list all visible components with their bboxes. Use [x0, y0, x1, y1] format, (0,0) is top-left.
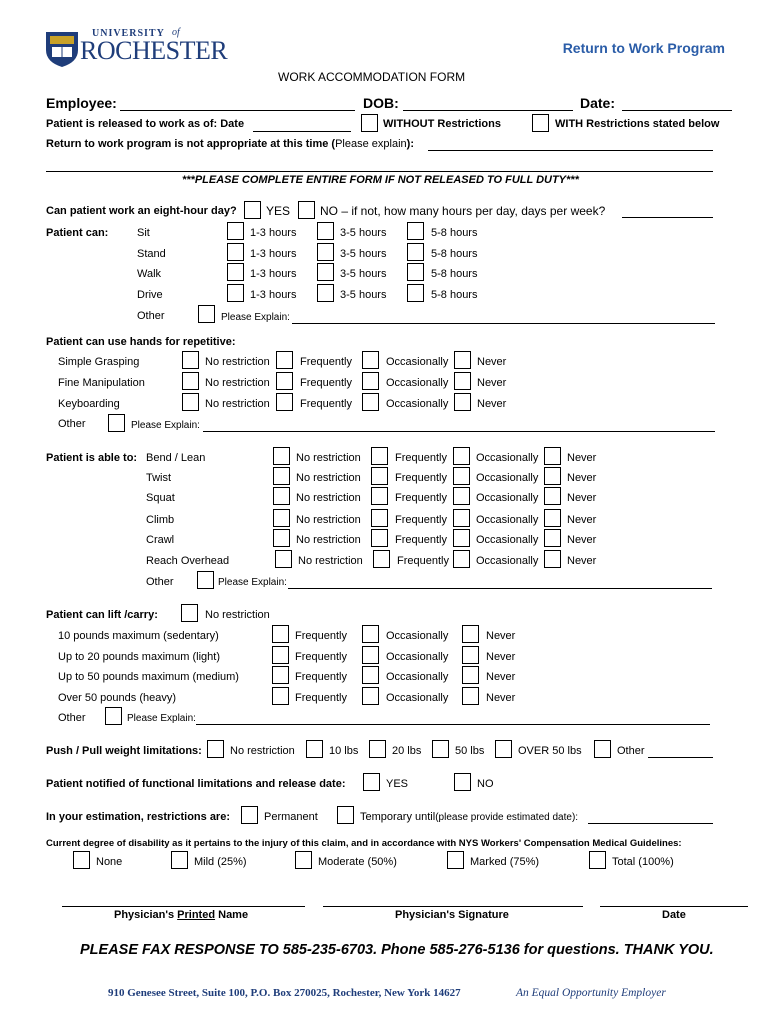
push-10lbs-label: 10 lbs: [329, 745, 359, 757]
option-label: Frequently: [300, 356, 352, 368]
option-label: 5-8 hours: [431, 268, 478, 280]
please-explain-label: Please Explain:: [127, 713, 196, 724]
disability-total-checkbox[interactable]: [589, 851, 606, 869]
no-restriction-checkbox[interactable]: [275, 550, 292, 568]
logo-of-text: of: [172, 27, 180, 38]
lift-weight-name: Up to 50 pounds maximum (medium): [58, 671, 239, 683]
push-over50-checkbox[interactable]: [495, 740, 512, 758]
option-label: Frequently: [300, 398, 352, 410]
not-appropriate-explain: Please explain: [335, 138, 407, 150]
option-label: Never: [567, 452, 597, 464]
lift-no-restriction-label: No restriction: [205, 609, 270, 621]
option-label: Never: [567, 492, 597, 504]
lift-weight-name: 10 pounds maximum (sedentary): [58, 630, 219, 642]
never-checkbox[interactable]: [462, 646, 479, 664]
permanent-checkbox[interactable]: [241, 806, 258, 824]
walk-1-3-checkbox[interactable]: [227, 263, 244, 281]
disability-none-label: None: [96, 856, 123, 868]
activity-name: Stand: [137, 248, 166, 260]
lift-other-label: Other: [58, 712, 86, 724]
option-label: Never: [567, 514, 597, 526]
lift-explain-field[interactable]: [196, 724, 710, 725]
frequently-checkbox[interactable]: [272, 666, 289, 684]
lift-no-restriction-checkbox[interactable]: [181, 604, 198, 622]
physician-name-printed: Printed: [177, 909, 216, 921]
option-label: No restriction: [296, 472, 361, 484]
option-label: Never: [567, 472, 597, 484]
push-20lbs-label: 20 lbs: [392, 745, 422, 757]
permanent-label: Permanent: [264, 811, 318, 823]
date-label: Date:: [580, 95, 616, 111]
option-label: Frequently: [395, 472, 447, 484]
occasionally-checkbox[interactable]: [453, 447, 470, 465]
hand-activity-name: Fine Manipulation: [58, 377, 145, 389]
option-label: Never: [567, 534, 597, 546]
walk-5-8-checkbox[interactable]: [407, 263, 424, 281]
physician-name-label: [114, 909, 248, 921]
eight-hour-no-label: NO – if not, how many hours per day, days per week?: [320, 204, 606, 218]
disability-none-checkbox[interactable]: [73, 851, 90, 869]
please-explain-label: Please Explain:: [221, 312, 290, 323]
disability-mild-checkbox[interactable]: [171, 851, 188, 869]
disability-marked-label: Marked (75%): [470, 856, 540, 868]
occasionally-checkbox[interactable]: [453, 529, 470, 547]
frequently-checkbox[interactable]: [371, 447, 388, 465]
option-label: 1-3 hours: [250, 268, 297, 280]
option-label: 5-8 hours: [431, 227, 478, 239]
eight-hour-yes-label: YES: [266, 204, 291, 218]
occasionally-checkbox[interactable]: [362, 687, 379, 705]
no-restriction-checkbox[interactable]: [182, 372, 199, 390]
option-label: Never: [486, 630, 516, 642]
temporary-checkbox[interactable]: [337, 806, 354, 824]
push-pull-label: Push / Pull weight limitations:: [46, 745, 202, 757]
temporary-text: Temporary until: [360, 811, 436, 823]
without-restrictions-label: WITHOUT Restrictions: [383, 118, 501, 130]
option-label: Occasionally: [386, 692, 449, 704]
never-checkbox[interactable]: [544, 509, 561, 527]
option-label: No restriction: [296, 514, 361, 526]
option-label: No restriction: [298, 555, 363, 567]
frequently-checkbox[interactable]: [276, 393, 293, 411]
temporary-label: [360, 811, 578, 823]
no-restriction-checkbox[interactable]: [182, 393, 199, 411]
able-label: Patient is able to:: [46, 452, 138, 464]
disability-moderate-label: Moderate (50%): [318, 856, 397, 868]
push-20lbs-checkbox[interactable]: [369, 740, 386, 758]
hands-other-label: Other: [58, 418, 86, 430]
released-label: Patient is released to work as of: Date: [46, 118, 245, 130]
never-checkbox[interactable]: [462, 625, 479, 643]
with-restrictions-checkbox[interactable]: [532, 114, 549, 132]
push-other-field[interactable]: [648, 757, 713, 758]
no-restriction-checkbox[interactable]: [273, 529, 290, 547]
option-label: 1-3 hours: [250, 289, 297, 301]
push-50lbs-label: 50 lbs: [455, 745, 485, 757]
disability-total-label: Total (100%): [612, 856, 674, 868]
physician-name-field[interactable]: [62, 906, 305, 907]
temporary-date-field[interactable]: [588, 823, 713, 824]
occasionally-checkbox[interactable]: [453, 487, 470, 505]
never-checkbox[interactable]: [544, 550, 561, 568]
dob-label: DOB:: [363, 95, 399, 111]
frequently-checkbox[interactable]: [373, 550, 390, 568]
eight-hour-question: Can patient work an eight-hour day?: [46, 205, 237, 217]
walk-3-5-checkbox[interactable]: [317, 263, 334, 281]
occasionally-checkbox[interactable]: [453, 509, 470, 527]
footer-address: 910 Genesee Street, Suite 100, P.O. Box 270025, Rochester, New York 14627: [108, 987, 461, 999]
notified-no-checkbox[interactable]: [454, 773, 471, 791]
please-explain-label: Please Explain:: [218, 577, 287, 588]
never-checkbox[interactable]: [544, 447, 561, 465]
frequently-checkbox[interactable]: [276, 372, 293, 390]
activity-name: Drive: [137, 289, 163, 301]
released-date-field[interactable]: [253, 131, 351, 132]
notified-yes-checkbox[interactable]: [363, 773, 380, 791]
employee-label: Employee:: [46, 95, 117, 111]
notified-no-label: NO: [477, 778, 494, 790]
option-label: Frequently: [395, 452, 447, 464]
not-appropriate-text: Return to work program is not appropriate at this time (: [46, 138, 336, 150]
never-checkbox[interactable]: [544, 467, 561, 485]
option-label: Frequently: [295, 651, 347, 663]
push-no-restriction-checkbox[interactable]: [207, 740, 224, 758]
able-other-checkbox[interactable]: [197, 571, 214, 589]
able-explain-field[interactable]: [288, 588, 712, 589]
never-checkbox[interactable]: [462, 666, 479, 684]
signature-date-field[interactable]: [600, 906, 748, 907]
option-label: Frequently: [295, 630, 347, 642]
physician-name-post: Name: [215, 909, 249, 921]
hand-activity-name: Keyboarding: [58, 398, 120, 410]
not-appropriate-field-line2[interactable]: [46, 171, 713, 172]
option-label: 3-5 hours: [340, 248, 387, 260]
disability-marked-checkbox[interactable]: [447, 851, 464, 869]
occasionally-checkbox[interactable]: [362, 666, 379, 684]
option-label: No restriction: [296, 492, 361, 504]
option-label: Occasionally: [476, 452, 539, 464]
able-activity-name: Twist: [146, 472, 172, 484]
never-checkbox[interactable]: [544, 487, 561, 505]
date-signature-label: Date: [662, 909, 686, 921]
option-label: Frequently: [397, 555, 449, 567]
date-field[interactable]: [622, 110, 732, 111]
option-label: Occasionally: [386, 377, 449, 389]
patient-can-explain-field[interactable]: [292, 323, 715, 324]
option-label: Frequently: [395, 492, 447, 504]
option-label: Frequently: [295, 692, 347, 704]
option-label: Occasionally: [386, 398, 449, 410]
no-restriction-checkbox[interactable]: [273, 447, 290, 465]
option-label: No restriction: [296, 534, 361, 546]
frequently-checkbox[interactable]: [371, 467, 388, 485]
physician-signature-label: Physician's Signature: [395, 909, 509, 921]
push-10lbs-checkbox[interactable]: [306, 740, 323, 758]
option-label: 3-5 hours: [340, 289, 387, 301]
lift-weight-name: Up to 20 pounds maximum (light): [58, 651, 221, 663]
disability-moderate-checkbox[interactable]: [295, 851, 312, 869]
able-activity-name: Reach Overhead: [146, 555, 230, 567]
option-label: Never: [486, 671, 516, 683]
hand-activity-name: Simple Grasping: [58, 356, 140, 368]
hands-label: Patient can use hands for repetitive:: [46, 336, 236, 348]
able-activity-name: Squat: [146, 492, 175, 504]
option-label: No restriction: [205, 356, 270, 368]
option-label: Occasionally: [476, 534, 539, 546]
not-appropriate-field[interactable]: [428, 150, 713, 151]
notice-text: ***PLEASE COMPLETE ENTIRE FORM IF NOT RELEASED TO FULL DUTY***: [182, 174, 579, 186]
sit-3-5-checkbox[interactable]: [317, 222, 334, 240]
frequently-checkbox[interactable]: [371, 509, 388, 527]
logo-university-text: UNIVERSITY: [92, 28, 165, 39]
lift-label: Patient can lift /carry:: [46, 609, 158, 621]
occasionally-checkbox[interactable]: [362, 351, 379, 369]
no-restriction-checkbox[interactable]: [273, 487, 290, 505]
without-restrictions-checkbox[interactable]: [361, 114, 378, 132]
fax-instructions: PLEASE FAX RESPONSE TO 585-235-6703. Phone 585-276-5136 for questions. THANK YOU.: [80, 942, 714, 958]
frequently-checkbox[interactable]: [371, 487, 388, 505]
hands-explain-field[interactable]: [203, 431, 715, 432]
lift-weight-name: Over 50 pounds (heavy): [58, 692, 177, 704]
able-activity-name: Climb: [146, 514, 175, 526]
frequently-checkbox[interactable]: [272, 646, 289, 664]
hours-per-day-field[interactable]: [622, 217, 713, 218]
push-over50-label: OVER 50 lbs: [518, 745, 582, 757]
no-restriction-checkbox[interactable]: [273, 467, 290, 485]
drive-1-3-checkbox[interactable]: [227, 284, 244, 302]
activity-name: Sit: [137, 227, 150, 239]
option-label: No restriction: [296, 452, 361, 464]
sit-5-8-checkbox[interactable]: [407, 222, 424, 240]
notified-yes-label: YES: [386, 778, 409, 790]
option-label: Occasionally: [476, 555, 539, 567]
program-title: Return to Work Program: [562, 40, 725, 56]
frequently-checkbox[interactable]: [272, 625, 289, 643]
never-checkbox[interactable]: [454, 351, 471, 369]
option-label: Occasionally: [476, 472, 539, 484]
frequently-checkbox[interactable]: [371, 529, 388, 547]
option-label: Never: [477, 398, 507, 410]
occasionally-checkbox[interactable]: [453, 467, 470, 485]
patient-can-other-checkbox[interactable]: [198, 305, 215, 323]
push-other-label: Other: [617, 745, 645, 757]
with-restrictions-label: WITH Restrictions stated below: [555, 118, 720, 130]
please-explain-label: Please Explain:: [131, 420, 200, 431]
never-checkbox[interactable]: [544, 529, 561, 547]
stand-3-5-checkbox[interactable]: [317, 243, 334, 261]
option-label: 3-5 hours: [340, 227, 387, 239]
notified-label: Patient notified of functional limitations and release date:: [46, 778, 346, 790]
option-label: Frequently: [300, 377, 352, 389]
option-label: Occasionally: [476, 514, 539, 526]
hands-other-checkbox[interactable]: [108, 414, 125, 432]
disability-mild-label: Mild (25%): [194, 856, 247, 868]
disability-label: Current degree of disability as it pertains to the injury of this claim, and in accordance with NYS Workers' Compensation Medical Guidelines:: [46, 838, 682, 849]
eight-hour-no-checkbox[interactable]: [298, 201, 315, 219]
stand-5-8-checkbox[interactable]: [407, 243, 424, 261]
occasionally-checkbox[interactable]: [362, 646, 379, 664]
patient-can-other-label: Other: [137, 310, 165, 322]
footer-eoe: An Equal Opportunity Employer: [516, 987, 666, 999]
shield-icon: [44, 30, 80, 68]
option-label: 1-3 hours: [250, 248, 297, 260]
option-label: Never: [486, 651, 516, 663]
physician-signature-field[interactable]: [323, 906, 583, 907]
option-label: Occasionally: [386, 630, 449, 642]
option-label: Occasionally: [386, 356, 449, 368]
patient-can-label: Patient can:: [46, 227, 109, 239]
eight-hour-yes-checkbox[interactable]: [244, 201, 261, 219]
no-restriction-checkbox[interactable]: [273, 509, 290, 527]
option-label: Frequently: [395, 534, 447, 546]
option-label: Occasionally: [386, 651, 449, 663]
able-activity-name: Crawl: [146, 534, 175, 546]
option-label: Never: [477, 377, 507, 389]
no-restriction-checkbox[interactable]: [182, 351, 199, 369]
not-appropriate-label: [46, 138, 414, 150]
option-label: Occasionally: [476, 492, 539, 504]
activity-name: Walk: [137, 268, 162, 280]
option-label: Frequently: [295, 671, 347, 683]
never-checkbox[interactable]: [454, 393, 471, 411]
dob-field[interactable]: [403, 110, 573, 111]
option-label: 5-8 hours: [431, 248, 478, 260]
physician-name-pre: Physician's: [114, 909, 178, 921]
frequently-checkbox[interactable]: [276, 351, 293, 369]
option-label: Never: [477, 356, 507, 368]
sit-1-3-checkbox[interactable]: [227, 222, 244, 240]
never-checkbox[interactable]: [454, 372, 471, 390]
option-label: 3-5 hours: [340, 268, 387, 280]
not-appropriate-end: ):: [406, 138, 414, 150]
occasionally-checkbox[interactable]: [362, 393, 379, 411]
option-label: 1-3 hours: [250, 227, 297, 239]
able-activity-name: Bend / Lean: [146, 452, 206, 464]
option-label: Never: [567, 555, 597, 567]
occasionally-checkbox[interactable]: [362, 372, 379, 390]
never-checkbox[interactable]: [462, 687, 479, 705]
option-label: No restriction: [205, 377, 270, 389]
push-no-restriction-label: No restriction: [230, 745, 295, 757]
employee-field[interactable]: [120, 110, 355, 111]
frequently-checkbox[interactable]: [272, 687, 289, 705]
temporary-note: (please provide estimated date):: [435, 812, 579, 823]
push-other-checkbox[interactable]: [594, 740, 611, 758]
estimation-label: In your estimation, restrictions are:: [46, 811, 230, 823]
lift-other-checkbox[interactable]: [105, 707, 122, 725]
stand-1-3-checkbox[interactable]: [227, 243, 244, 261]
form-title: WORK ACCOMMODATION FORM: [278, 70, 466, 84]
drive-3-5-checkbox[interactable]: [317, 284, 334, 302]
drive-5-8-checkbox[interactable]: [407, 284, 424, 302]
option-label: 5-8 hours: [431, 289, 478, 301]
option-label: Occasionally: [386, 671, 449, 683]
push-50lbs-checkbox[interactable]: [432, 740, 449, 758]
option-label: Never: [486, 692, 516, 704]
option-label: Frequently: [395, 514, 447, 526]
logo-rochester-text: ROCHESTER: [80, 36, 228, 65]
occasionally-checkbox[interactable]: [453, 550, 470, 568]
occasionally-checkbox[interactable]: [362, 625, 379, 643]
able-other-label: Other: [146, 576, 174, 588]
option-label: No restriction: [205, 398, 270, 410]
